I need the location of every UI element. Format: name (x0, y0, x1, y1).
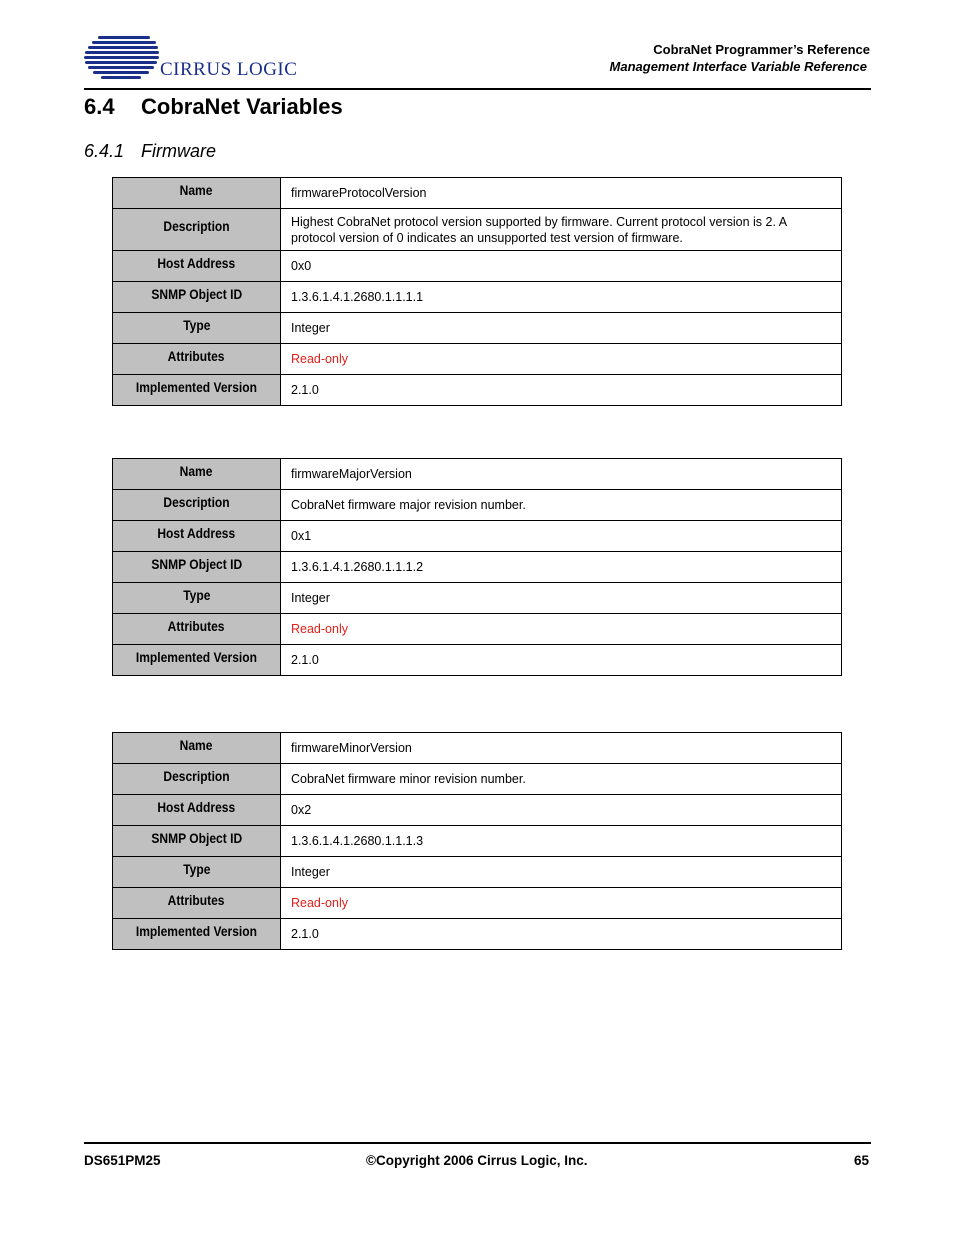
logo-wordmark: CIRRUS LOGIC (160, 59, 298, 80)
implemented-version-label: Implemented Version (135, 379, 258, 395)
section-heading (84, 94, 343, 120)
document-subtitle: Management Interface Variable Reference (609, 59, 867, 74)
description-label: Description (163, 494, 230, 510)
table-row (113, 826, 842, 857)
implemented-version-value: 2.1.0 (281, 919, 842, 950)
table-row (113, 645, 842, 676)
header-rule (84, 88, 871, 90)
implemented-version-value: 2.1.0 (281, 645, 842, 676)
variable-description: CobraNet firmware minor revision number. (281, 764, 842, 795)
table-row (113, 857, 842, 888)
variable-table (112, 458, 842, 676)
implemented-version-value: 2.1.0 (281, 375, 842, 406)
table-row (113, 313, 842, 344)
table-row (113, 344, 842, 375)
type-label: Type (182, 587, 211, 603)
variable-name: firmwareMajorVersion (281, 459, 842, 490)
attributes-label: Attributes (168, 348, 225, 364)
label-cell (113, 313, 281, 344)
section-title: CobraNet Variables (141, 94, 343, 119)
table-row (113, 209, 842, 251)
label-cell (113, 209, 281, 251)
snmp-object-id-label: SNMP Object ID (151, 830, 242, 846)
subsection-title: Firmware (141, 141, 216, 161)
snmp-object-id-label: SNMP Object ID (151, 556, 242, 572)
table-row (113, 888, 842, 919)
host-address-label: Host Address (157, 799, 236, 815)
subsection-heading (84, 141, 216, 162)
snmp-object-id-value: 1.3.6.1.4.1.2680.1.1.1.2 (281, 552, 842, 583)
table-row (113, 552, 842, 583)
label-cell (113, 459, 281, 490)
snmp-object-id-label: SNMP Object ID (151, 286, 242, 302)
cirrus-logo-mark-icon (84, 34, 164, 80)
table-row (113, 490, 842, 521)
label-cell (113, 826, 281, 857)
document-title: CobraNet Programmer’s Reference (653, 42, 870, 57)
snmp-object-id-value: 1.3.6.1.4.1.2680.1.1.1.1 (281, 282, 842, 313)
table-row (113, 583, 842, 614)
host-address-label: Host Address (157, 525, 236, 541)
table-row (113, 795, 842, 826)
label-cell (113, 178, 281, 209)
label-cell (113, 614, 281, 645)
label-cell (113, 733, 281, 764)
type-label: Type (182, 317, 211, 333)
variable-description: CobraNet firmware major revision number. (281, 490, 842, 521)
attributes-value: Read-only (281, 614, 842, 645)
type-value: Integer (281, 857, 842, 888)
attributes-value: Read-only (281, 344, 842, 375)
type-value: Integer (281, 313, 842, 344)
name-label: Name (180, 737, 213, 753)
page-number: 65 (853, 1153, 869, 1168)
label-cell (113, 552, 281, 583)
table-row (113, 459, 842, 490)
running-header (610, 41, 870, 75)
label-cell (113, 857, 281, 888)
host-address-label: Host Address (157, 255, 236, 271)
table-row (113, 251, 842, 282)
table-row (113, 919, 842, 950)
variable-name: firmwareProtocolVersion (281, 178, 842, 209)
variable-name: firmwareMinorVersion (281, 733, 842, 764)
table-row (113, 282, 842, 313)
cirrus-logic-logo (84, 34, 296, 80)
label-cell (113, 490, 281, 521)
type-label: Type (182, 861, 211, 877)
attributes-value: Read-only (281, 888, 842, 919)
table-row (113, 733, 842, 764)
label-cell (113, 888, 281, 919)
label-cell (113, 645, 281, 676)
table-row (113, 521, 842, 552)
label-cell (113, 919, 281, 950)
table-row (113, 375, 842, 406)
document-id: DS651PM25 (84, 1153, 161, 1168)
attributes-label: Attributes (168, 892, 225, 908)
name-label: Name (180, 182, 213, 198)
variable-description: Highest CobraNet protocol version supported by firmware. Current protocol version is 2. A protocol version of 0 indicates an unsupported test version of firmware. (281, 209, 842, 251)
implemented-version-label: Implemented Version (135, 649, 258, 665)
implemented-version-label: Implemented Version (135, 923, 258, 939)
host-address-value: 0x0 (281, 251, 842, 282)
label-cell (113, 764, 281, 795)
description-label: Description (163, 768, 230, 784)
variable-table (112, 177, 842, 406)
host-address-value: 0x1 (281, 521, 842, 552)
label-cell (113, 344, 281, 375)
section-number: 6.4 (84, 94, 115, 119)
subsection-number: 6.4.1 (84, 141, 125, 161)
attributes-label: Attributes (168, 618, 225, 634)
table-row (113, 178, 842, 209)
label-cell (113, 521, 281, 552)
host-address-value: 0x2 (281, 795, 842, 826)
table-row (113, 764, 842, 795)
label-cell (113, 251, 281, 282)
table-row (113, 614, 842, 645)
snmp-object-id-value: 1.3.6.1.4.1.2680.1.1.1.3 (281, 826, 842, 857)
label-cell (113, 795, 281, 826)
label-cell (113, 282, 281, 313)
type-value: Integer (281, 583, 842, 614)
description-label: Description (163, 218, 230, 234)
name-label: Name (180, 463, 213, 479)
copyright: ©Copyright 2006 Cirrus Logic, Inc. (366, 1153, 588, 1168)
footer-rule (84, 1142, 871, 1144)
label-cell (113, 583, 281, 614)
label-cell (113, 375, 281, 406)
variable-table (112, 732, 842, 950)
